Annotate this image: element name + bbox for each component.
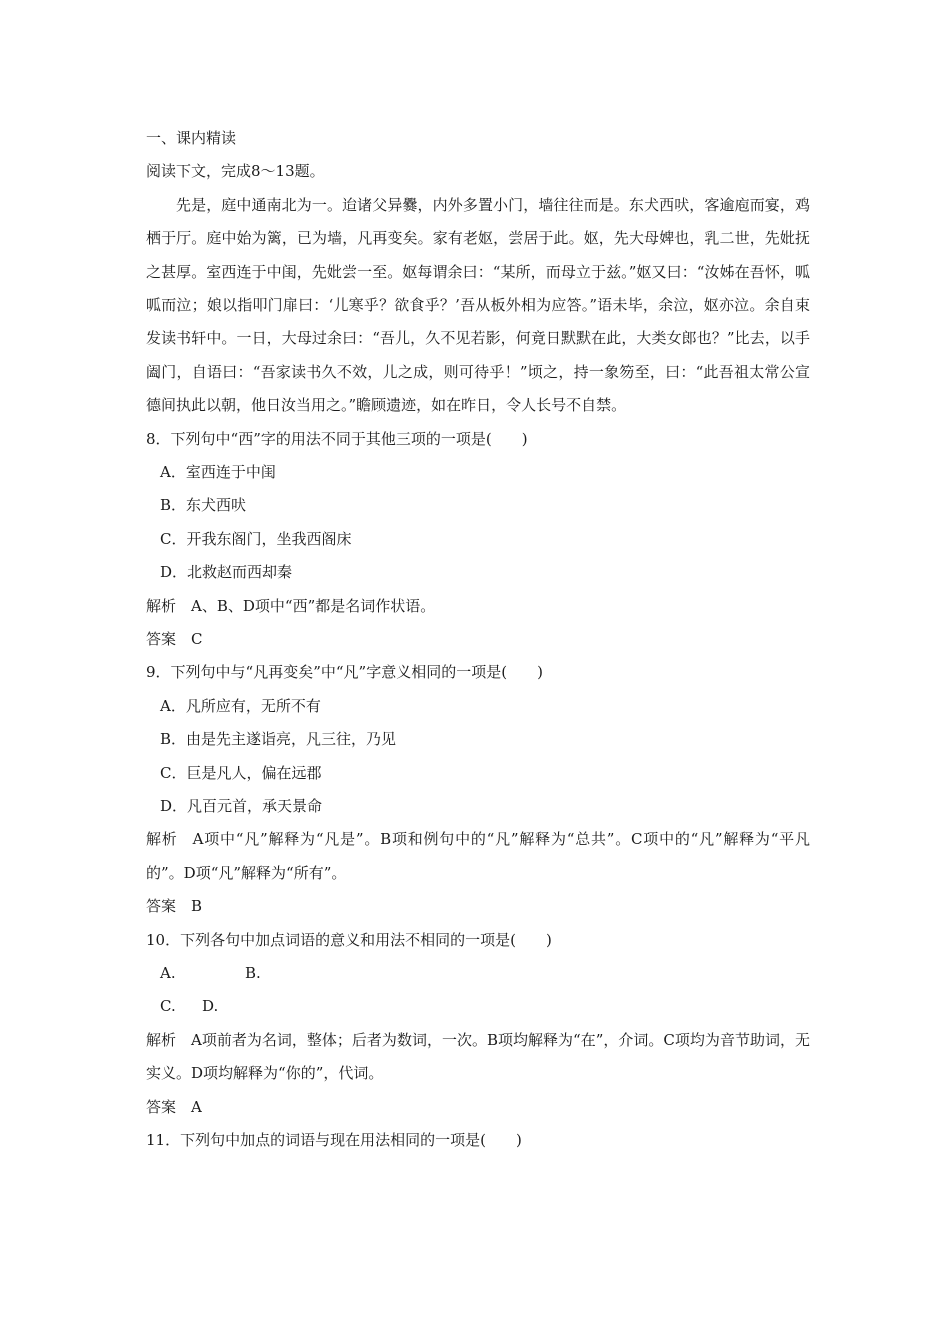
analysis-text: A、B、D项中“西”都是名词作状语。 [191,596,436,615]
question-8-answer [146,623,810,656]
question-8-option-d: D．北救赵而西却秦 [160,563,293,582]
answer-value: B [191,897,203,916]
analysis-text: A项前者为名词，整体；后者为数词，一次。B项均解释为“在”，介词。C项均为音节助词，无实义。D项均解释为“你的”，代词。 [146,1030,810,1083]
answer-label: 答案 [146,897,177,916]
question-8-option-b: B．东犬西吠 [160,496,247,515]
question-10-stem: 10．下列各句中加点词语的意义和用法不相同的一项是( ) [146,930,552,949]
question-9-analysis [146,823,810,890]
passage-text: 先是，庭中通南北为一。迨诸父异爨，内外多置小门，墙往往而是。东犬西吠，客逾庖而宴，鸡栖于厅。庭中始为篱，已为墙，凡再变矣。家有老妪，尝居于此。妪，先大母婢也，乳二世，先妣抚之甚厚。室西连于中闺，先妣尝一至。妪每谓余曰：“某所，而母立于兹。”妪又曰：“汝姊在吾怀，呱呱而泣；娘以指叩门扉曰：‘儿寒乎？欲食乎？’吾从板外相为应答。”语未毕，余泣，妪亦泣。余自束发读书轩中。一日，大母过余曰：“吾儿，久不见若影，何竟日默默在此，大类女郎也？”比去，以手阖门，自语曰：“吾家读书久不效，儿之成，则可待乎！”顷之，持一象笏至，曰：“此吾祖太常公宣德间执此以朝，他日汝当用之。”瞻顾遗迹，如在昨日，令人长号不自禁。 [146,195,810,415]
question-11-stem: 11．下列句中加点的词语与现在用法相同的一项是( ) [146,1130,522,1149]
question-10-options-row-2 [146,990,810,1023]
question-10-answer [146,1091,810,1124]
question-10-analysis [146,1024,810,1091]
question-10-option-a: A. [160,963,176,982]
answer-label: 答案 [146,629,177,648]
question-9-option-b: B．由是先主遂诣亮，凡三往，乃见 [160,730,397,749]
section-title: 一、课内精读 [146,129,237,147]
question-10-option-c: C. [160,997,176,1016]
question-9-stem: 9．下列句中与“凡再变矣”中“凡”字意义相同的一项是( ) [146,663,543,682]
question-9-option-d: D．凡百元首，承天景命 [160,796,323,815]
question-10-options-row-1 [146,957,810,990]
answer-value: A [191,1097,202,1116]
answer-label: 答案 [146,1097,177,1116]
question-10-option-d: D. [202,997,219,1016]
analysis-label: 解析 [146,830,178,849]
question-8-option-a: A．室西连于中闺 [160,463,276,482]
analysis-label: 解析 [146,596,177,615]
question-9-answer [146,890,810,923]
question-8-stem: 8．下列句中“西”字的用法不同于其他三项的一项是( ) [146,429,528,448]
question-10-option-b: B. [245,963,261,982]
reading-instruction: 阅读下文，完成8～13题。 [146,162,325,181]
analysis-text: A项中“凡”解释为“凡是”。B项和例句中的“凡”解释为“总共”。C项中的“凡”解释为“平凡的”。D项“凡”解释为“所有”。 [146,830,810,882]
question-8-analysis [146,590,810,623]
answer-value: C [191,629,203,648]
question-9-option-c: C．巨是凡人，偏在远郡 [160,763,322,782]
analysis-label: 解析 [146,1030,177,1049]
question-9-option-a: A．凡所应有，无所不有 [160,696,321,715]
question-8-option-c: C．开我东阁门，坐我西阁床 [160,529,352,548]
document-page [146,122,810,1157]
